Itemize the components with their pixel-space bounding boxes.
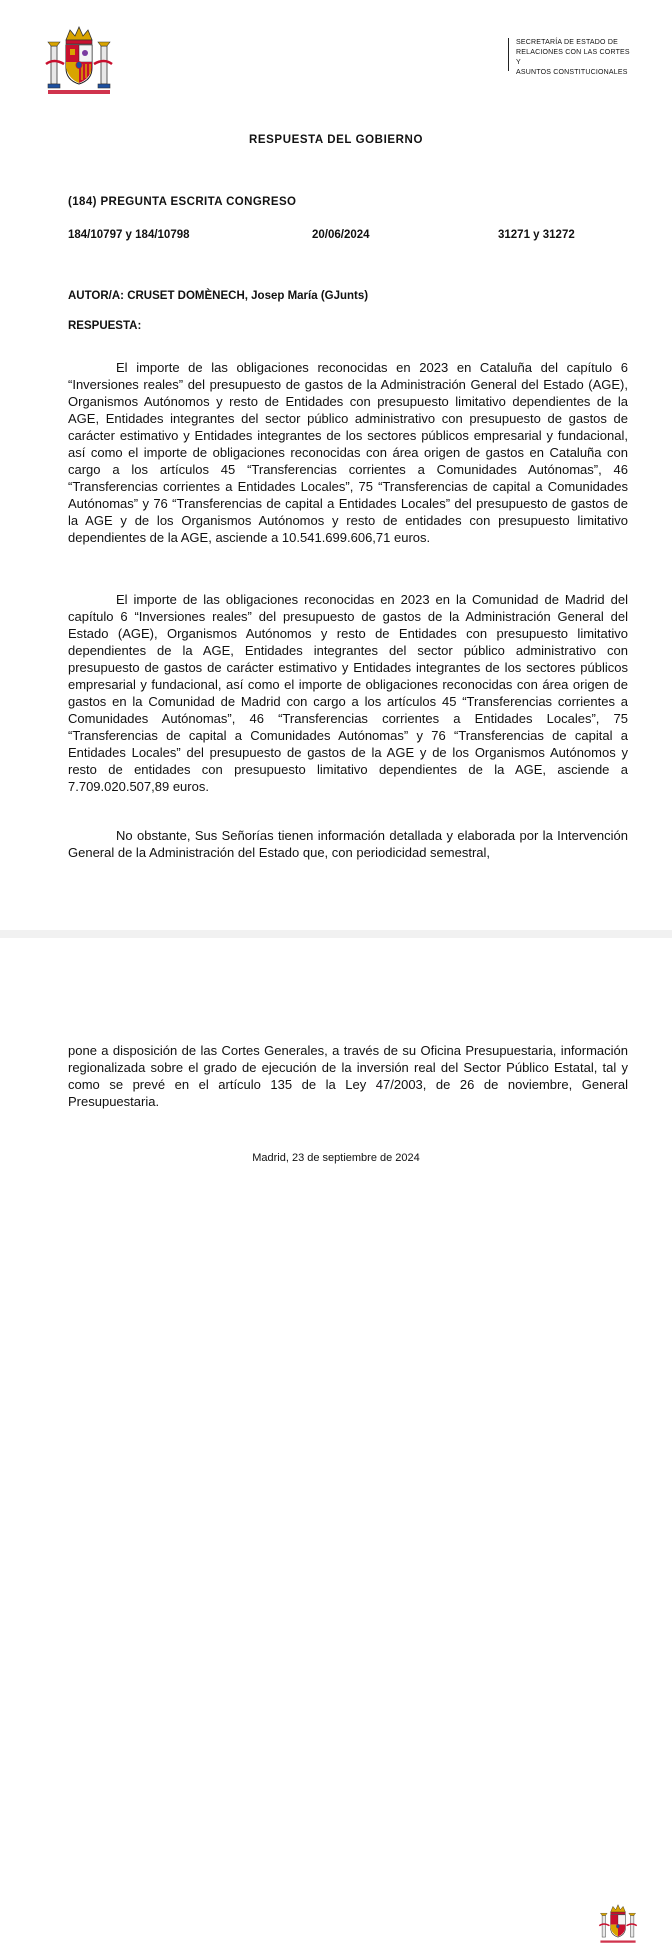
spain-coat-of-arms-icon bbox=[597, 1898, 639, 1950]
page-break bbox=[0, 930, 672, 938]
answer-paragraph-note: No obstante, Sus Señorías tienen información detallada y elaborada por la Intervención General de la Administración del Estado que, con periodicidad semestral, bbox=[68, 828, 628, 860]
ministry-line: ASUNTOS CONSTITUCIONALES bbox=[516, 69, 628, 76]
answer-paragraph-madrid: El importe de las obligaciones reconocidas en 2023 en la Comunidad de Madrid del capítulo 6 “Inversiones reales” del presupuesto de gastos de la Administración General del Estado (AGE), Organismos Autónomos y resto de Entidades con presupuesto limitativo dependientes de la AGE, Entidades integrantes del sector público administrativo con presupuesto de gastos de carácter estimativo y Entidades integrantes de los sectores públicos empresarial y fundacional, así como el importe de obligaciones reconocidas con área origen de gastos en la Comunidad de Madrid con cargo a los artículos 45 “Transferencias corrientes a Comunidades Autónomas”, 46 “Transferencias corrientes a Entidades Locales”, 75 “Transferencias de capital a Comunidades Autónomas” y 76 “Transferencias de capital a Entidades Locales” del presupuesto de gastos de la AGE y de los Organismos Autónomos y resto de entidades con presupuesto limitativo dependientes de la AGE, asciende a 7.709.020.507,89 euros. bbox=[68, 592, 628, 794]
reference-line bbox=[68, 229, 588, 245]
registry-numbers: 31271 y 31272 bbox=[498, 229, 575, 241]
ministry-header bbox=[508, 38, 633, 76]
answer-paragraph-catalonia: El importe de las obligaciones reconocidas en 2023 en Cataluña del capítulo 6 “Inversiones reales” del presupuesto de gastos de la Administración General del Estado (AGE), Organismos Autónomos y resto de Entidades con presupuesto limitativo dependientes de la AGE, Entidades integrantes del sector público administrativo con presupuesto de gastos de carácter estimativo y Entidades integrantes de los sectores públicos empresarial y fundacional, así como el importe de obligaciones reconocidas con área origen de gastos en Cataluña con cargo a los artículos 45 “Transferencias corrientes a Comunidades Autónomas”, 46 “Transferencias corrientes a Entidades Locales”, 75 “Transferencias de capital a Comunidades Autónomas” y 76 “Transferencias de capital a Entidades Locales” del presupuesto de gastos de la AGE y de los Organismos Autónomos y resto de entidades con presupuesto limitativo dependientes de la AGE, asciende a 10.541.699.606,71 euros. bbox=[68, 360, 628, 545]
ministry-line: SECRETARÍA DE ESTADO DE bbox=[516, 39, 618, 46]
document-page-1 bbox=[0, 0, 672, 930]
reference-numbers: 184/10797 y 184/10798 bbox=[68, 229, 190, 241]
author-line: AUTOR/A: CRUSET DOMÈNECH, Josep María (GJunts) bbox=[68, 290, 369, 302]
ministry-line: RELACIONES CON LAS CORTES Y bbox=[516, 49, 630, 66]
spain-coat-of-arms-icon bbox=[42, 24, 116, 98]
document-title: RESPUESTA DEL GOBIERNO bbox=[248, 134, 423, 146]
answer-label: RESPUESTA: bbox=[68, 320, 142, 332]
answer-paragraph-continuation: pone a disposición de las Cortes Generales, a través de su Oficina Presupuestaria, información regionalizada sobre el grado de ejecución de la inversión real del Sector Público Estatal, tal y como se prevé en el artículo 135 de la Ley 47/2003, de 26 de noviembre, General Presupuestaria. bbox=[68, 1043, 628, 1109]
signoff-date: Madrid, 23 de septiembre de 2024 bbox=[252, 1152, 420, 1164]
question-type: (184) PREGUNTA ESCRITA CONGRESO bbox=[68, 196, 297, 208]
reference-date: 20/06/2024 bbox=[312, 229, 370, 241]
